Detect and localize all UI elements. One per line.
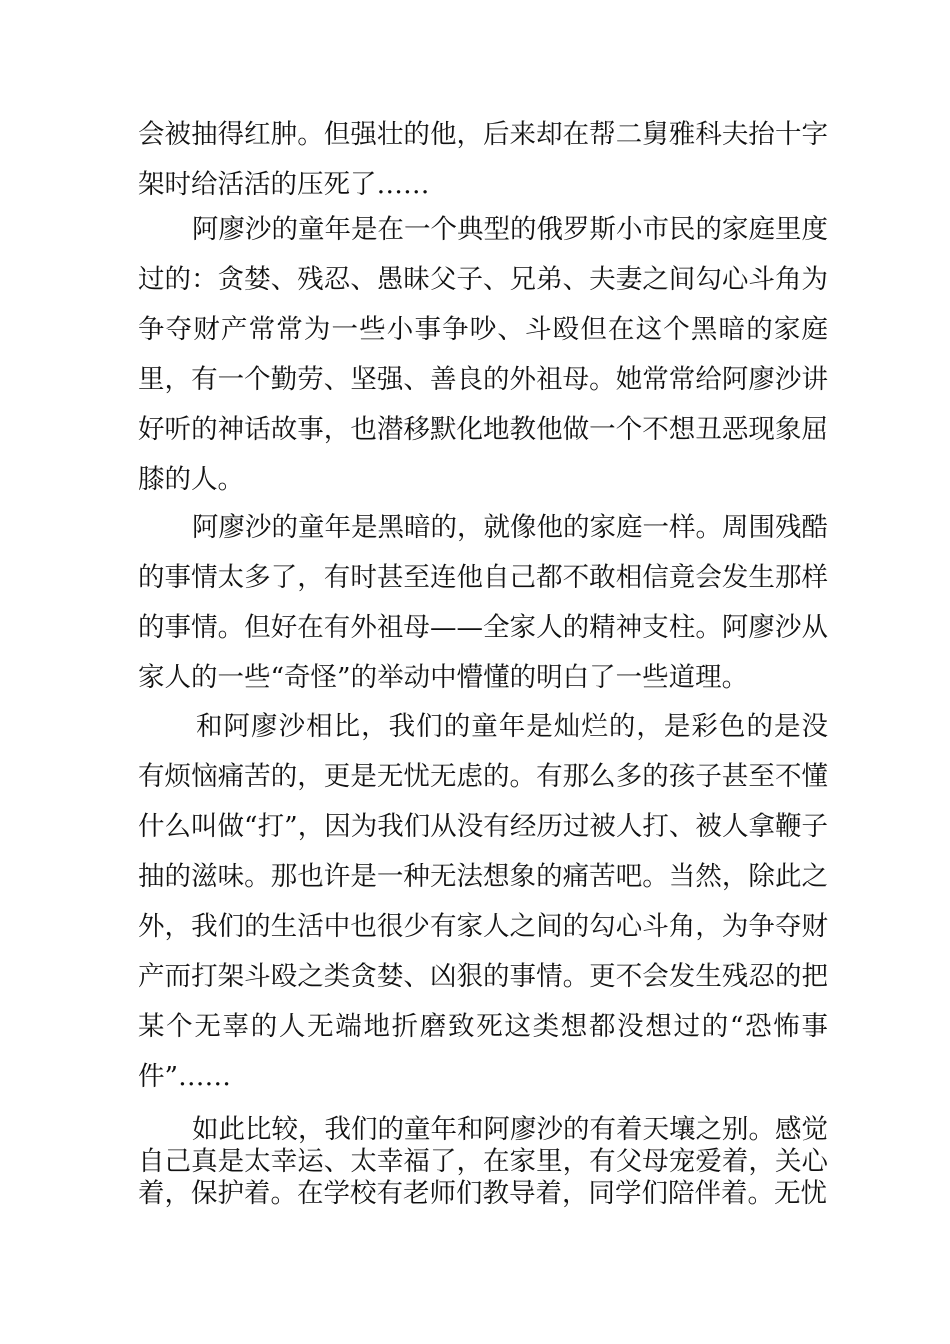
- paragraph-4: 和阿廖沙相比，我们的童年是灿烂的，是彩色的是没有烦恼痛苦的，更是无忧无虑的。有那么多的孩子甚至不懂什么叫做“打”，因为我们从没有经历过被人打、被人拿鞭子抽的滋味。那也许是一种无法想象的痛苦吧。当然，除此之外，我们的生活中也很少有家人之间的勾心斗角，为争夺财产而打架斗殴之类贪婪、凶狠的事情。更不会发生残忍的把某个无辜的人无端地折磨致死这类想都没想过的“恐怖事件”……: [138, 711, 828, 1092]
- paragraph-5: 如此比较，我们的童年和阿廖沙的有着天壤之别。感觉自己真是太幸运、太幸福了，在家里，有父母宠爱着，关心着，保护着。在学校有老师们教导着，同学们陪伴着。无忧: [138, 1114, 828, 1209]
- paragraph-1: 会被抽得红肿。但强壮的他，后来却在帮二舅雅科夫抬十字架时给活活的压死了……: [138, 119, 828, 200]
- paragraph-3: 阿廖沙的童年是黑暗的，就像他的家庭一样。周围残酷的事情太多了，有时甚至连他自己都不敢相信竟会发生那样的事情。但好在有外祖母——全家人的精神支柱。阿廖沙从家人的一些“奇怪”的举动中懵懂的明白了一些道理。: [138, 512, 828, 693]
- paragraph-2: 阿廖沙的童年是在一个典型的俄罗斯小市民的家庭里度过的：贪婪、残忍、愚昧父子、兄弟、夫妻之间勾心斗角为争夺财产常常为一些小事争吵、斗殴但在这个黑暗的家庭里，有一个勤劳、坚强、善良的外祖母。她常常给阿廖沙讲好听的神话故事，也潜移默化地教他做一个不想丑恶现象屈膝的人。: [138, 214, 828, 495]
